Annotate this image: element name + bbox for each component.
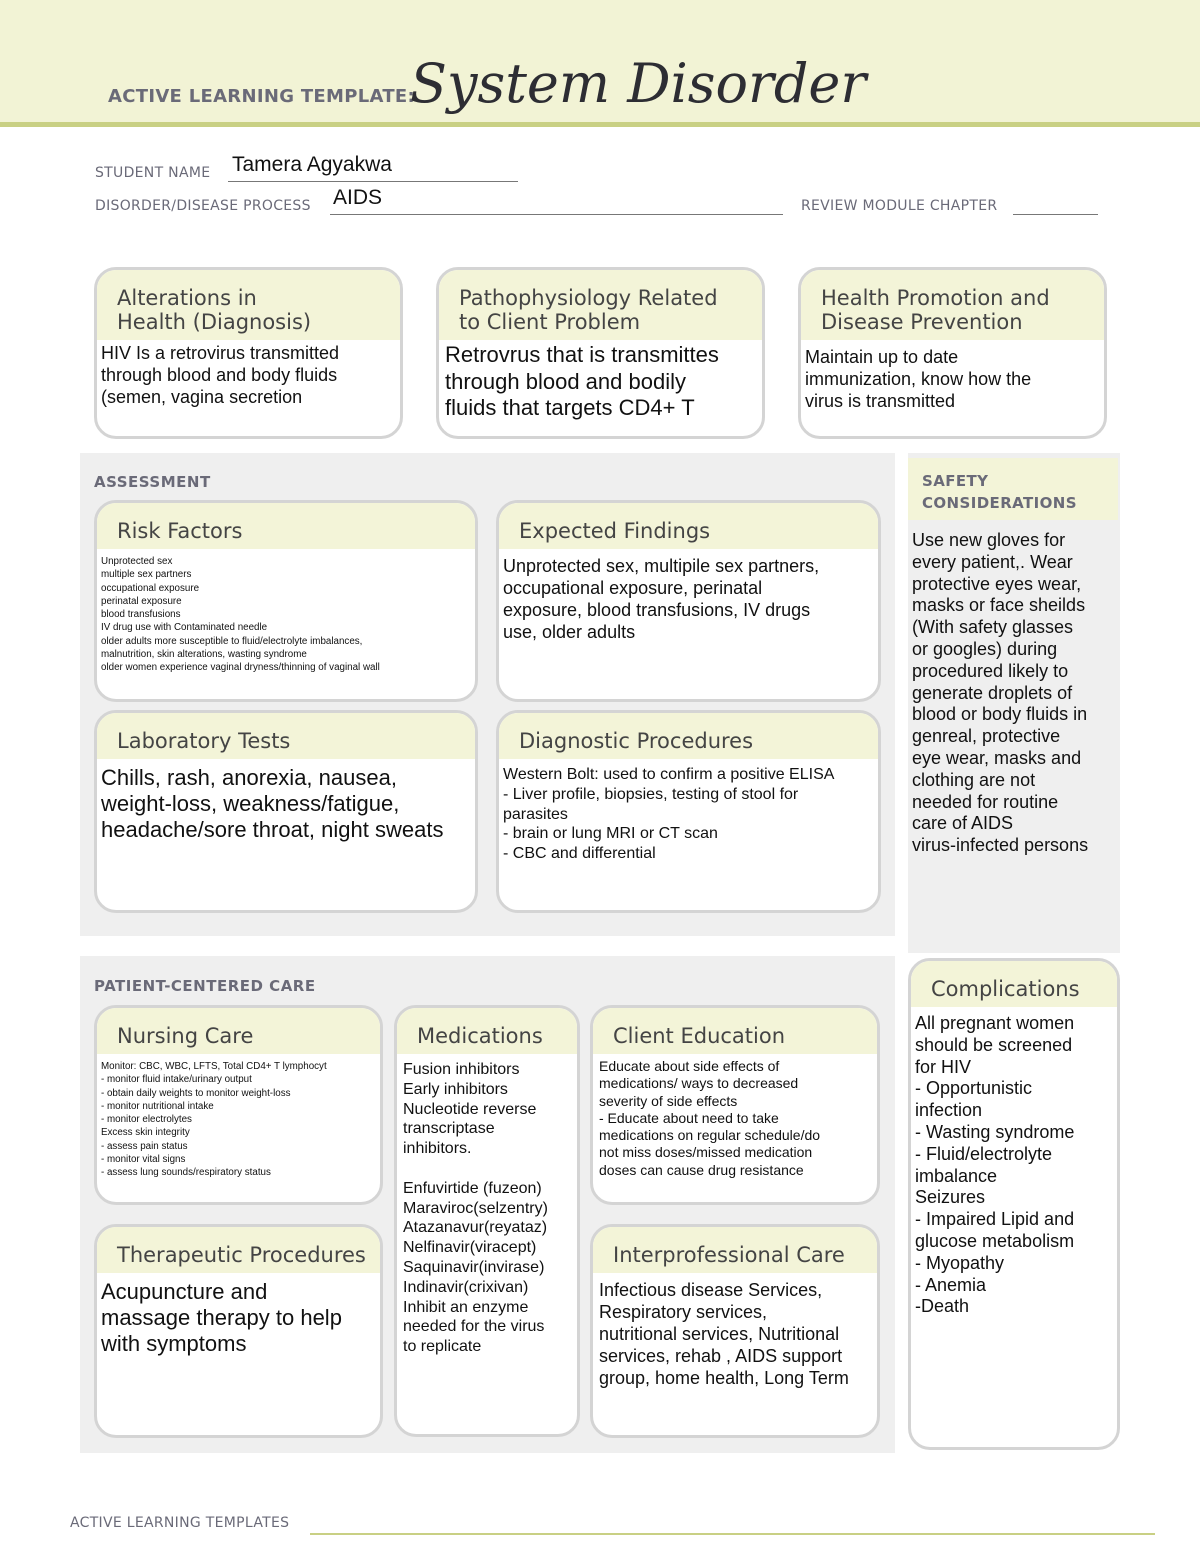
diagnostic-procedures-card-title: Diagnostic Procedures: [499, 713, 878, 759]
risk-factors-card-body[interactable]: Unprotected sex multiple sex partners occupational exposure perinatal exposure blood transfusions IV drug use with Contaminated needle older adults more susceptible to fluid/electrolyte imbalances, malnutrition, skin alterations, wasting syndrome older women experience vaginal dryness/thinning of vaginal wall: [101, 556, 380, 674]
page-title: System Disorder: [410, 52, 867, 115]
interprofessional-care-card-title: Interprofessional Care: [593, 1227, 877, 1273]
medications-card: [394, 1005, 580, 1437]
therapeutic-procedures-card-title: Therapeutic Procedures: [97, 1227, 380, 1273]
diagnostic-procedures-card-body[interactable]: Western Bolt: used to confirm a positive ELISA - Liver profile, biopsies, testing of stool for parasites - brain or lung MRI or CT scan - CBC and differential: [503, 766, 835, 863]
medications-card-title: Medications: [397, 1008, 577, 1054]
diagnostic-procedures-card: [496, 710, 881, 913]
pathophysiology-card-body[interactable]: Retrovrus that is transmittes through blood and bodily fluids that targets CD4+ T: [445, 342, 719, 420]
health-promotion-card-body[interactable]: Maintain up to date immunization, know how the virus is transmitted: [805, 347, 1032, 411]
therapeutic-procedures-card: [94, 1224, 383, 1438]
interprofessional-care-card: [590, 1224, 880, 1438]
review-module-field[interactable]: [1013, 214, 1098, 215]
template-label: ACTIVE LEARNING TEMPLATE:: [108, 86, 415, 107]
footer-label: ACTIVE LEARNING TEMPLATES: [70, 1515, 290, 1531]
nursing-care-card-title: Nursing Care: [97, 1008, 380, 1054]
therapeutic-procedures-card-body[interactable]: Acupuncture and massage therapy to help with symptoms: [101, 1279, 342, 1356]
safety-considerations-title: SAFETY CONSIDERATIONS: [908, 458, 1118, 520]
complications-card-title: Complications: [911, 961, 1117, 1007]
expected-findings-card-body[interactable]: Unprotected sex, multipile sex partners, occupational exposure, perinatal exposure, blood transfusions, IV drugs use, older adults: [503, 556, 820, 642]
medications-card-body[interactable]: Fusion inhibitors Early inhibitors Nucleotide reverse transcriptase inhibitors. Enfuvirtide (fuzeon) Maraviroc(selzentry) Atazanavur(reyataz) Nelfinavir(viracept) Saquinavir(invirase) Indinavir(crixivan) Inhibit an enzyme needed for the virus to replicate: [403, 1061, 548, 1356]
risk-factors-card-title: Risk Factors: [97, 503, 475, 549]
risk-factors-card: [94, 500, 478, 702]
alterations-card-body[interactable]: HIV Is a retrovirus transmitted through blood and body fluids (semen, vagina secretion: [101, 343, 340, 407]
interprofessional-care-card-body[interactable]: Infectious disease Services, Respiratory services, nutritional services, Nutritional services, rehab , AIDS support group, home health, Long Term: [599, 1280, 849, 1388]
nursing-care-card: [94, 1005, 383, 1205]
laboratory-tests-card-body[interactable]: Chills, rash, anorexia, nausea, weight-loss, weakness/fatigue, headache/sore throat, night sweats: [101, 765, 444, 842]
safety-considerations-body[interactable]: Use new gloves for every patient,. Wear protective eyes wear, masks or face sheilds (With safety glasses or googles) during procedured likely to generate droplets of blood or body fluids in genreal, protective eye wear, masks and clothing are not needed for routine care of AIDS virus-infected persons: [912, 530, 1089, 856]
review-module-label: REVIEW MODULE CHAPTER: [801, 198, 998, 214]
alterations-card-title: Alterations in Health (Diagnosis): [97, 270, 400, 340]
student-name-field[interactable]: Tamera Agyakwa: [232, 153, 392, 176]
health-promotion-card-title: Health Promotion and Disease Prevention: [801, 270, 1104, 340]
health-promotion-card: [798, 267, 1107, 439]
client-education-card-body[interactable]: Educate about side effects of medications/ ways to decreased severity of side effects - Educate about need to take medications on regular schedule/do not miss doses/missed medication doses can cause drug resistance: [599, 1058, 821, 1178]
client-education-card-title: Client Education: [593, 1008, 877, 1054]
complications-card-body[interactable]: All pregnant women should be screened for HIV - Opportunistic infection - Wasting syndrome - Fluid/electrolyte imbalance Seizures - Impaired Lipid and glucose metabolism - Myopathy - Anemia -Death: [915, 1013, 1075, 1317]
nursing-care-card-body[interactable]: Monitor: CBC, WBC, LFTS, Total CD4+ T lymphocyt - monitor fluid intake/urinary output - obtain daily weights to monitor weight-loss - monitor nutritional intake - monitor electrolytes Excess skin integrity - assess pain status - monitor vital signs - assess lung sounds/respiratory status: [101, 1061, 327, 1179]
student-name-label: STUDENT NAME: [95, 165, 211, 181]
expected-findings-card: [496, 500, 881, 702]
disorder-label: DISORDER/DISEASE PROCESS: [95, 198, 311, 214]
pathophysiology-card: [436, 267, 765, 439]
patient-centered-care-section-label: PATIENT-CENTERED CARE: [94, 977, 316, 995]
disorder-line: [330, 214, 783, 215]
alterations-card: [94, 267, 403, 439]
complications-card: [908, 958, 1120, 1450]
disorder-field[interactable]: AIDS: [333, 186, 383, 209]
header-divider: [0, 122, 1200, 127]
assessment-section-label: ASSESSMENT: [94, 473, 211, 491]
laboratory-tests-card-title: Laboratory Tests: [97, 713, 475, 759]
footer-divider: [310, 1533, 1155, 1535]
pathophysiology-card-title: Pathophysiology Related to Client Problem: [439, 270, 762, 340]
client-education-card: [590, 1005, 880, 1205]
student-name-line: [228, 181, 518, 182]
expected-findings-card-title: Expected Findings: [499, 503, 878, 549]
laboratory-tests-card: [94, 710, 478, 913]
